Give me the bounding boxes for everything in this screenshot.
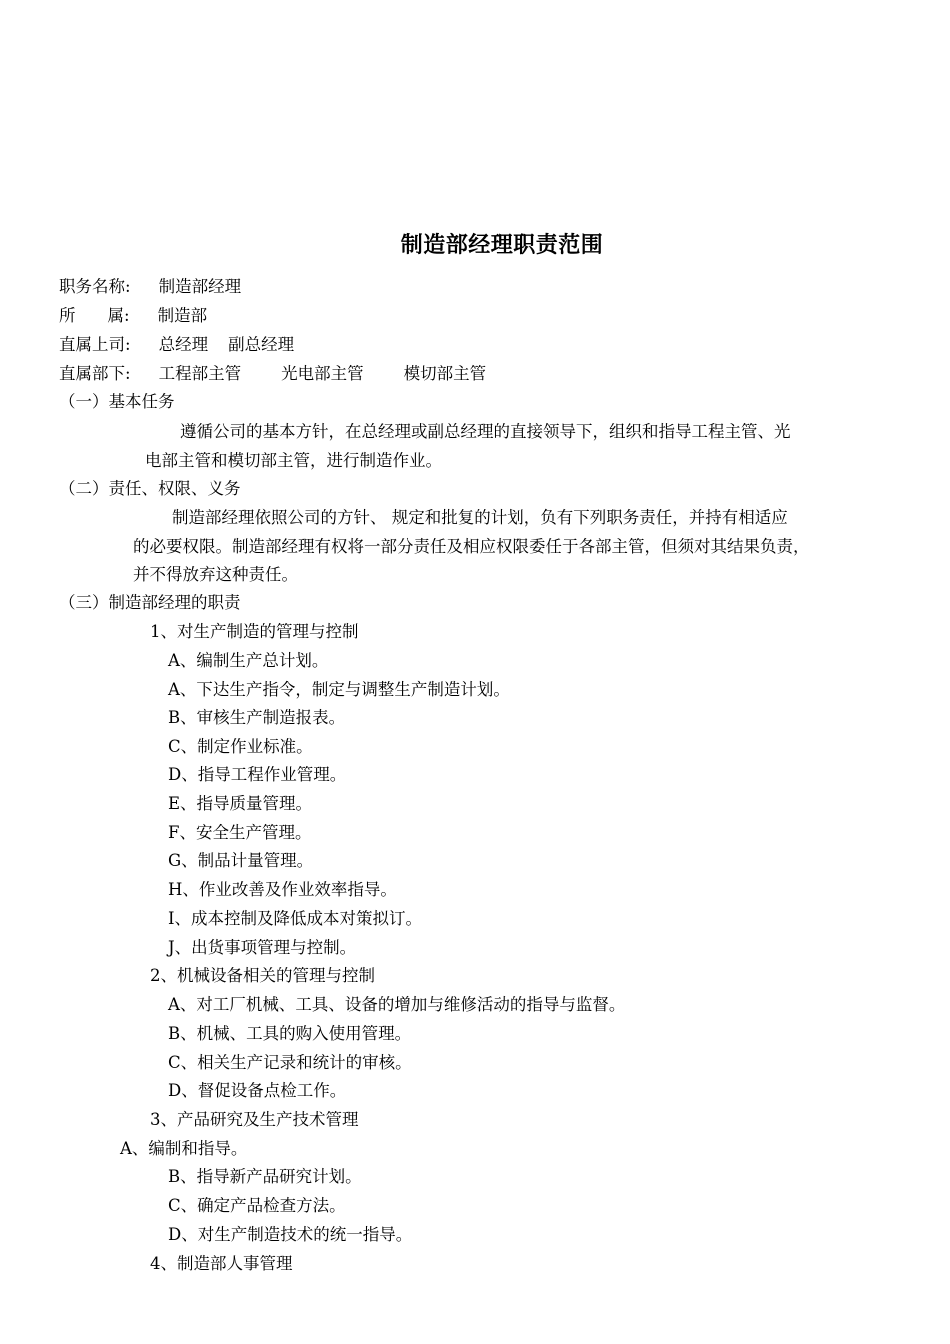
sub3-item: B、指导新产品研究计划。 bbox=[168, 1167, 362, 1186]
sub2-heading: 2、机械设备相关的管理与控制 bbox=[150, 966, 375, 985]
sub1-item: B、审核生产制造报表。 bbox=[168, 708, 346, 727]
sub2-item: C、相关生产记录和统计的审核。 bbox=[168, 1053, 412, 1072]
sub3-heading: 3、产品研究及生产技术管理 bbox=[150, 1110, 359, 1129]
department-row bbox=[59, 305, 207, 327]
subordinate-2: 光电部主管 bbox=[281, 364, 364, 383]
section1-heading: （一）基本任务 bbox=[59, 392, 175, 411]
superior-label: 直属上司: bbox=[59, 335, 131, 354]
sub2-item: D、督促设备点检工作。 bbox=[168, 1081, 347, 1100]
subordinate-3: 模切部主管 bbox=[403, 364, 487, 383]
superior-row bbox=[59, 334, 294, 356]
sub4-heading: 4、制造部人事管理 bbox=[150, 1254, 293, 1273]
section1-line1: 遵循公司的基本方针，在总经理或副总经理的直接领导下，组织和指导工程主管、光 bbox=[180, 422, 791, 441]
superior-2: 副总经理 bbox=[228, 335, 295, 354]
subordinate-label: 直属部下: bbox=[59, 364, 131, 383]
position-value: 制造部经理 bbox=[158, 277, 242, 296]
subordinate-1: 工程部主管 bbox=[158, 364, 242, 383]
sub1-item: C、制定作业标准。 bbox=[168, 737, 313, 756]
sub1-item: H、作业改善及作业效率指导。 bbox=[168, 880, 397, 899]
sub1-item: I、成本控制及降低成本对策拟订。 bbox=[168, 909, 423, 928]
section3-heading: （三）制造部经理的职责 bbox=[59, 593, 241, 612]
sub2-item: A、对工厂机械、工具、设备的增加与维修活动的指导与监督。 bbox=[168, 995, 626, 1014]
superior-1: 总经理 bbox=[158, 335, 209, 354]
sub2-item: B、机械、工具的购入使用管理。 bbox=[168, 1024, 412, 1043]
department-value: 制造部 bbox=[157, 306, 208, 325]
sub1-item: A、编制生产总计划。 bbox=[168, 651, 329, 670]
sub1-item: G、制品计量管理。 bbox=[168, 851, 314, 870]
sub1-item: E、指导质量管理。 bbox=[168, 794, 313, 813]
sub3-item: D、对生产制造技术的统一指导。 bbox=[168, 1225, 413, 1244]
department-label-1: 所 bbox=[59, 306, 76, 325]
sub1-item: D、指导工程作业管理。 bbox=[168, 765, 347, 784]
sub1-item: J、出货事项管理与控制。 bbox=[168, 938, 357, 957]
sub3-item: A、编制和指导。 bbox=[120, 1139, 248, 1158]
sub3-item: C、确定产品检查方法。 bbox=[168, 1196, 346, 1215]
section2-line2: 的必要权限。制造部经理有权将一部分责任及相应权限委任于各部主管，但须对其结果负责， bbox=[133, 537, 810, 556]
document-title: 制造部经理职责范围 bbox=[400, 233, 604, 258]
position-label: 职务名称: bbox=[59, 277, 131, 296]
sub1-item: F、安全生产管理。 bbox=[168, 823, 312, 842]
sub1-item: A、下达生产指令，制定与调整生产制造计划。 bbox=[168, 680, 510, 699]
section2-line1: 制造部经理依照公司的方针、 规定和批复的计划，负有下列职务责任，并持有相适应 bbox=[172, 508, 788, 527]
section2-heading: （二）责任、权限、义务 bbox=[59, 479, 241, 498]
sub1-heading: 1、对生产制造的管理与控制 bbox=[150, 622, 359, 641]
subordinate-row bbox=[59, 363, 486, 385]
position-row bbox=[59, 276, 241, 298]
section1-line2: 电部主管和模切部主管，进行制造作业。 bbox=[145, 451, 442, 470]
section2-line3: 并不得放弃这种责任。 bbox=[133, 565, 298, 584]
department-label-2: 属: bbox=[107, 306, 130, 325]
